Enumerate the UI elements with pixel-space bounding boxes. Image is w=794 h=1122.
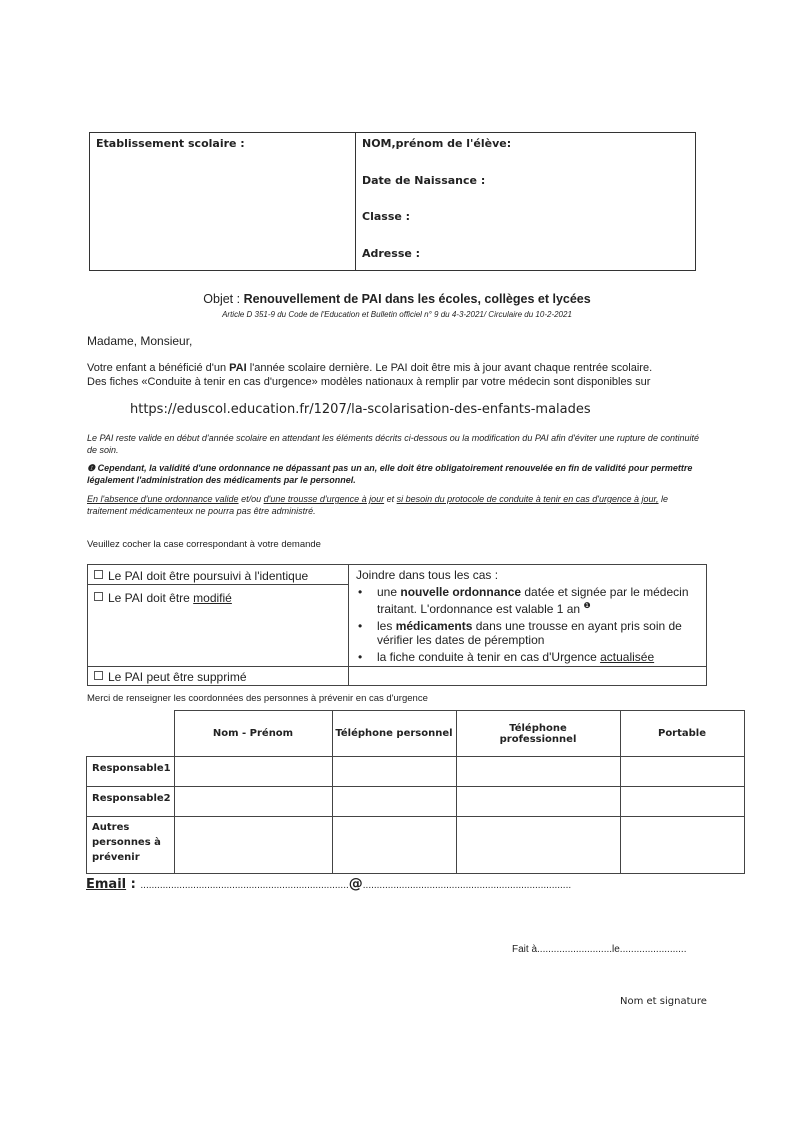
- email-at: @: [348, 876, 363, 892]
- absence-u3: si besoin du protocole de conduite à tenir en cas d'urgence à jour,: [396, 494, 659, 504]
- email-colon: :: [126, 877, 136, 892]
- col-header-mobile: Portable: [620, 711, 744, 757]
- class-label: Classe :: [362, 210, 411, 223]
- cell-input[interactable]: [174, 787, 332, 817]
- table-header-row: [87, 711, 745, 757]
- validity-note: Le PAI reste valide en début d'année scolaire en attendant les éléments décrits ci-dessous ou la modification du PAI afin d'éviter une rupture de continuité de soin.: [87, 433, 699, 455]
- eduscol-link[interactable]: https://eduscol.education.fr/1207/la-scolarisation-des-enfants-malades: [130, 402, 591, 417]
- b3-pre: la fiche conduite à tenir en cas d'Urgence: [377, 650, 601, 664]
- option-continue-label: Le PAI doit être poursuivi à l'identique: [108, 569, 309, 583]
- table-row: [87, 787, 745, 817]
- option-continue[interactable]: [94, 569, 308, 583]
- email-dots-domain: ...........................................................................: [362, 880, 572, 891]
- option-modify-word: modifié: [193, 591, 232, 605]
- cell-input[interactable]: [174, 757, 332, 787]
- header-divider: [355, 133, 356, 270]
- cell-input[interactable]: [456, 817, 620, 874]
- b2-post: dans une trousse en ayant pris soin de vérifier les dates de péremption: [377, 619, 682, 647]
- choice-divider-1: [88, 584, 348, 585]
- intro-part1: Votre enfant a bénéficié d'un: [87, 362, 230, 374]
- cell-input[interactable]: [620, 817, 744, 874]
- cell-input[interactable]: [332, 787, 456, 817]
- option-remove[interactable]: [94, 670, 247, 684]
- b2-pre: les: [377, 619, 396, 633]
- place-date-line[interactable]: Fait à...........................le........................: [512, 944, 687, 955]
- option-modify[interactable]: [94, 591, 232, 605]
- signature-label: Nom et signature: [620, 996, 707, 1007]
- b1-post: datée et signée par le médecin traitant. L'ordonnance est valable 1 an: [377, 585, 689, 616]
- intro-paragraph: [87, 361, 717, 389]
- col-header-name: Nom - Prénom: [174, 711, 332, 757]
- checkbox-continue[interactable]: [94, 570, 103, 579]
- cell-input[interactable]: [456, 787, 620, 817]
- birth-date-label: Date de Naissance :: [362, 174, 486, 187]
- b1-bold: nouvelle ordonnance: [400, 585, 522, 599]
- option-remove-label: Le PAI peut être supprimé: [108, 670, 247, 684]
- join-title: Joindre dans tous les cas :: [356, 568, 499, 582]
- subject-title: Renouvellement de PAI dans les écoles, collèges et lycées: [243, 292, 591, 306]
- absence-t1: et/ou: [238, 494, 264, 504]
- checkbox-remove[interactable]: [94, 671, 103, 680]
- article-reference: Article D 351-9 du Code de l'Education et Bulletin officiel n° 9 du 4-3-2021/ Circulaire du 10-2-2021: [222, 310, 572, 319]
- salutation: Madame, Monsieur,: [87, 334, 193, 348]
- intro-line2: Des fiches «Conduite à tenir en cas d'urgence» modèles nationaux à remplir par votre médecin sont disponibles sur: [87, 376, 651, 388]
- b3-underlined: actualisée: [600, 650, 655, 664]
- cell-input[interactable]: [332, 817, 456, 874]
- warning-note: ❶ Cependant, la validité d'une ordonnance ne dépassant pas un an, elle doit être obligatoirement renouvelée en fin de validité pour permettre légalement l'administration des médicaments par le personnel.: [87, 463, 693, 485]
- row-label-responsable2: Responsable2: [87, 787, 175, 817]
- checkbox-modify[interactable]: [94, 592, 103, 601]
- list-item: [356, 585, 701, 616]
- cell-input[interactable]: [620, 787, 744, 817]
- student-name-label: NOM,prénom de l'élève:: [362, 137, 512, 150]
- absence-t2: et: [384, 494, 397, 504]
- intro-part2: l'année scolaire dernière. Le PAI doit être mis à jour avant chaque rentrée scolaire.: [246, 362, 653, 374]
- address-label: Adresse :: [362, 247, 421, 260]
- absence-t3: le traitement médicamenteux ne pourra pas être administré.: [87, 494, 669, 516]
- b2-bold: médicaments: [395, 619, 473, 633]
- absence-note: [87, 494, 707, 517]
- request-choice-table: [87, 564, 707, 686]
- intro-pai: PAI: [229, 362, 247, 374]
- absence-u2: d'une trousse d'urgence à jour: [263, 494, 385, 504]
- b1-pre: une: [377, 585, 401, 599]
- table-row: [87, 817, 745, 874]
- school-label: Etablissement scolaire :: [96, 137, 245, 150]
- choice-divider-vertical: [348, 565, 349, 685]
- row-label-responsable1: Responsable1: [87, 757, 175, 787]
- corner-cell: [87, 711, 175, 757]
- required-documents-list: [356, 585, 701, 667]
- checkbox-instruction: Veuillez cocher la case correspondant à votre demande: [87, 539, 321, 550]
- list-item: [356, 619, 701, 647]
- row-label-others: Autres personnes à prévenir: [87, 817, 175, 874]
- list-item: [356, 650, 701, 664]
- emergency-contacts-table: [86, 710, 745, 874]
- subject-prefix: Objet :: [203, 292, 244, 306]
- cell-input[interactable]: [456, 757, 620, 787]
- option-modify-prefix: Le PAI doit être: [108, 591, 194, 605]
- email-label: Email: [86, 877, 127, 892]
- contacts-instruction: Merci de renseigner les coordonnées des personnes à prévenir en cas d'urgence: [87, 693, 428, 704]
- table-row: [87, 757, 745, 787]
- col-header-phone-pro: Téléphone professionnel: [456, 711, 620, 757]
- cell-input[interactable]: [620, 757, 744, 787]
- col-header-phone-personal: Téléphone personnel: [332, 711, 456, 757]
- absence-u1: En l'absence d'une ordonnance valide: [87, 494, 239, 504]
- cell-input[interactable]: [174, 817, 332, 874]
- b1-mark: ❶: [583, 601, 591, 610]
- email-line[interactable]: [86, 876, 571, 892]
- student-info-box: [89, 132, 696, 271]
- email-dots-local: ...........................................................................: [140, 880, 349, 891]
- cell-input[interactable]: [332, 757, 456, 787]
- subject-line: [0, 292, 794, 306]
